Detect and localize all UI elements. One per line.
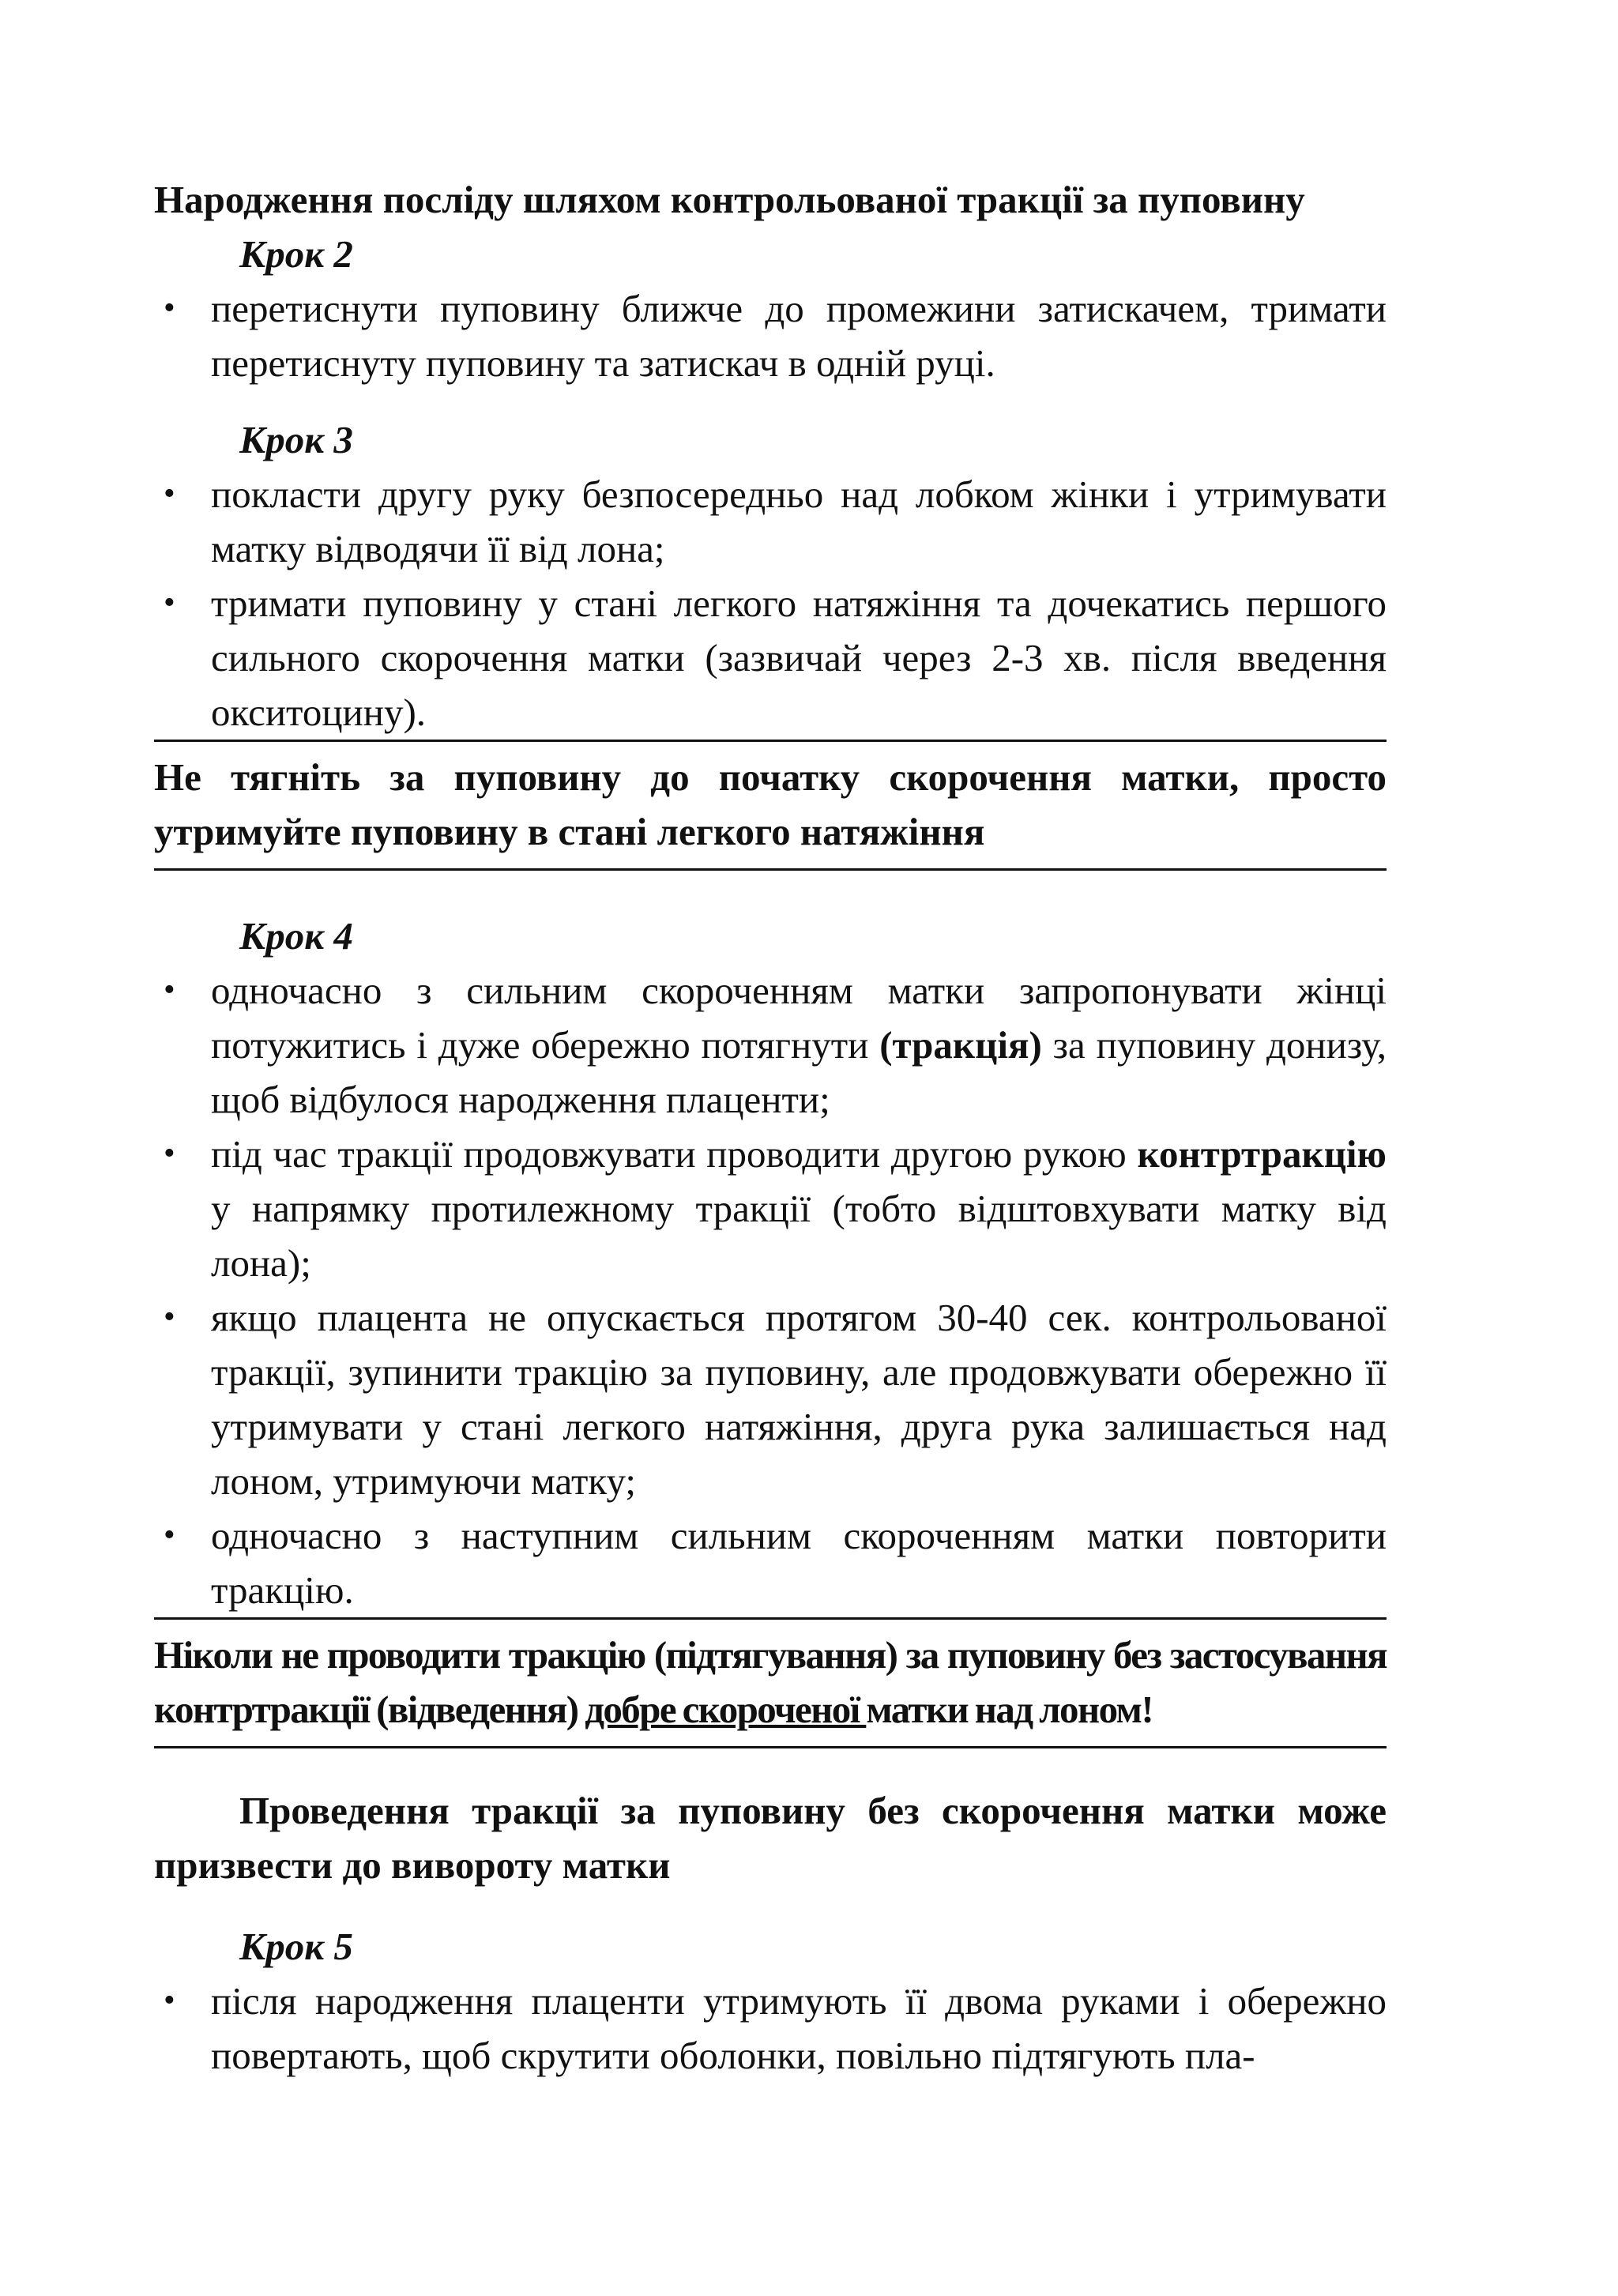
step-3-list (154, 467, 1387, 740)
bullet-icon: • (164, 290, 175, 326)
bullet-icon: • (164, 1517, 175, 1553)
bullet-icon: • (164, 476, 175, 512)
bold-term-countertraction: контртракцію (1137, 1132, 1387, 1176)
step-5-title: Крок 5 (239, 1925, 353, 1968)
underlined-phrase: добре скороченої (585, 1688, 867, 1731)
note-heading: Проведення тракції за пуповину без скорочення матки може призвести до вивороту матки (154, 1789, 1387, 1887)
bullet-icon: • (164, 585, 175, 621)
step-3-title: Крок 3 (239, 418, 353, 461)
bullet-icon: • (164, 1135, 175, 1172)
bullet-icon: • (164, 1299, 175, 1335)
list-item: • покласти другу руку безпосередньо над лобком жінки і утримувати матку відводячи її від лона; (154, 467, 1387, 576)
step-2-list (154, 281, 1387, 390)
main-heading: Народження посліду шляхом контрольованої тракції за пуповину (154, 178, 1305, 221)
bullet-icon: • (164, 1982, 175, 2019)
list-item: • після народження плаценти утримують її двома руками і обережно повертають, щоб скрутити оболонки, повільно підтягують пла- (154, 1974, 1387, 2083)
page-content (154, 172, 1387, 2083)
bold-term-traction: (тракція) (879, 1023, 1042, 1067)
list-item: • якщо плацента не опускається протягом 30-40 сек. контрольованої тракції, зупинити тракцію за пуповину, але продовжувати обережно її утримувати у стані легкого натяжіння, друга рука залишається над лоном, утримуючи матку; (154, 1290, 1387, 1508)
step-5-list (154, 1974, 1387, 2083)
list-item: • перетиснути пуповину ближче до промежини затискачем, тримати перетиснуту пуповину та затискач в одній руці. (154, 281, 1387, 390)
list-item: • одночасно з сильним скороченням матки запропонувати жінці потужитись і дуже обережно потягнути (тракція) за пуповину донизу, щоб відбулося народження плаценти; (154, 963, 1387, 1127)
list-item: • тримати пуповину у стані легкого натяжіння та дочекатись першого сильного скорочення матки (зазвичай через 2-3 хв. після введення окситоцину). (154, 576, 1387, 740)
warning-box-1: Не тягніть за пуповину до початку скорочення матки, просто утримуйте пуповину в стані легкого натяжіння (154, 740, 1387, 871)
step-2-title: Крок 2 (239, 232, 353, 276)
list-item: • під час тракції продовжувати проводити другою рукою контртракцію у напрямку протилежному тракції (тобто відштовхувати матку від лона); (154, 1127, 1387, 1290)
list-item: • одночасно з наступним сильним скороченням матки повторити тракцію. (154, 1508, 1387, 1617)
step-4-list (154, 963, 1387, 1617)
bullet-icon: • (164, 972, 175, 1008)
step-4-title: Крок 4 (239, 914, 353, 958)
warning-box-2: Ніколи не проводити тракцію (підтягування) за пуповину без застосування контртракції (відведення) добре скороченої матки над лоном! (154, 1617, 1387, 1748)
